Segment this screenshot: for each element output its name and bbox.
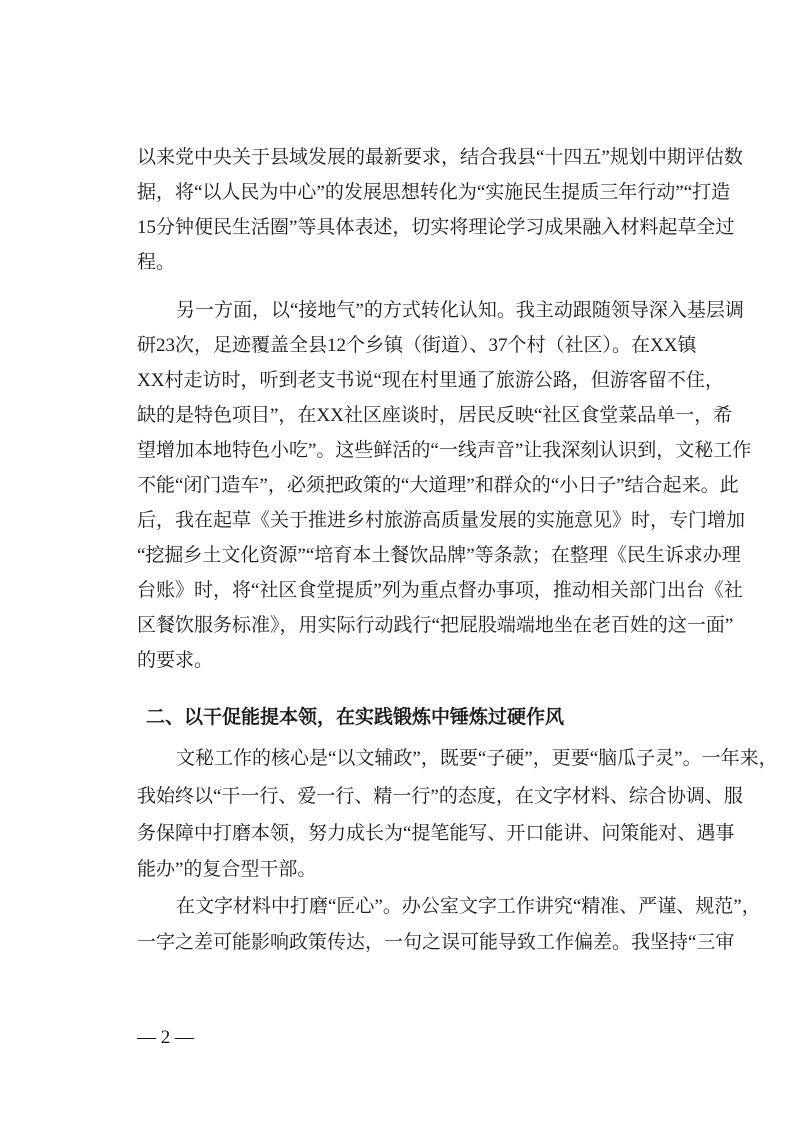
text-line: 15分钟便民生活圈”等具体表述，切实将理论学习成果融入材料起草全过 [137,217,735,238]
text-line: 不能“闭门造车”，必须把政策的“大道理”和群众的“小日子”结合起来。此 [137,475,739,496]
page-number: — 2 — [137,1027,194,1048]
text-line: 的要求。 [137,650,214,671]
text-line: 研23次，足迹覆盖全县12个乡镇（街道）、37个村（社区）。在XX镇 [137,335,697,356]
text-line: 在文字材料中打磨“匠心”。办公室文字工作讲究“精准、严谨、规范”， [176,896,761,917]
text-line: 文秘工作的核心是“以文辅政”，既要“子硬”，更要“脑瓜子灵”。一年来， [176,748,778,769]
text-line: 一字之差可能影响政策传达，一句之误可能导致工作偏差。我坚持“三审 [137,932,735,953]
text-line: 程。 [137,252,176,273]
text-line: 我始终以“干一行、爱一行、精一行”的态度，在文字材料、综合协调、服 [137,786,743,807]
text-line: 台账》时，将“社区食堂提质”列为重点督办事项，推动相关部门出台《社 [137,580,743,601]
text-line: 缺的是特色项目”，在XX社区座谈时，居民反映“社区食堂菜品单一，希 [137,405,733,426]
text-line: 据，将“以人民为中心”的发展思想转化为“实施民生提质三年行动”“打造 [137,182,731,203]
text-line: 另一方面，以“接地气”的方式转化认知。我主动跟随领导深入基层调 [176,300,744,321]
text-line: XX村走访时，听到老支书说“现在村里通了旅游公路，但游客留不住， [137,370,724,391]
text-line: 能办”的复合型干部。 [137,859,317,880]
text-line: 区餐饮服务标准》，用实际行动践行“把屁股端端地坐在老百姓的这一面” [137,615,734,636]
text-line: “挖掘乡土文化资源”“培育本土餐饮品牌”等条款；在整理《民生诉求办理 [137,545,741,566]
text-line: 后，我在起草《关于推进乡村旅游高质量发展的实施意见》时，专门增加 [137,510,746,531]
section-heading: 二、以干促能提本领，在实践锻炼中锤炼过硬作风 [146,707,565,728]
text-line: 望增加本地特色小吃”。这些鲜活的“一线声音”让我深刻认识到，文秘工作 [137,440,752,461]
text-line: 务保障中打磨本领，努力成长为“提笔能写、开口能讲、问策能对、遇事 [137,823,735,844]
text-line: 以来党中央关于县域发展的最新要求，结合我县“十四五”规划中期评估数 [137,147,743,168]
